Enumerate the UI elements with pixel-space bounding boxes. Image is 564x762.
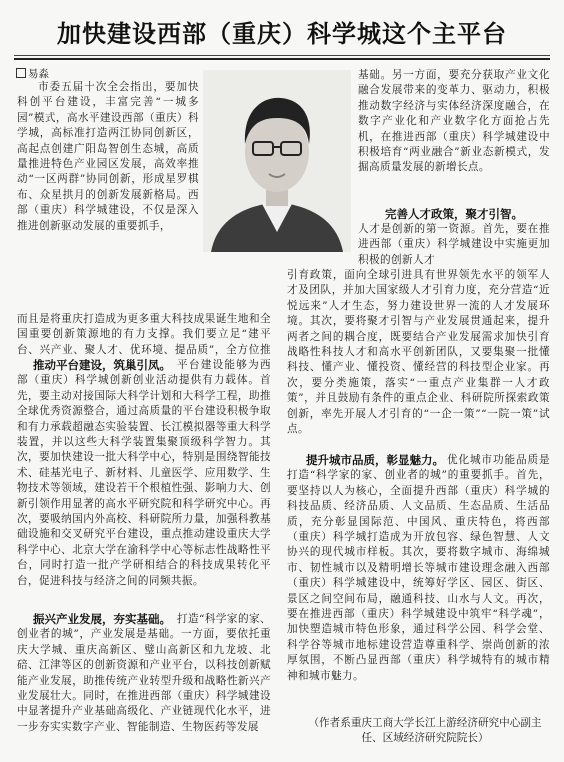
section-body-platform: 平台建设能够为西部（重庆）科学城创新创业活动提供有力载体。首先，要主动对接国际大科学计划和大科学工程，助推全球优秀资源整合，通过高质量的平台建设积极争取和有力承载超融态实验装置、长江模拟器等重大科学装置，并以这些大科学装置集聚顶级科学智力。其次，要加快建设一批大科学中心，特别是围绕智能技术、硅基光电子、新材料、儿童医学、应用数学、生物技术等领域，建设若干个根植性强、影响力大、创新引领作用显著的高水平研究院和科学研究中心。再次，要吸纳国内外高校、科研院所力量，加强科教基础设施和交叉研究平台建设，重点推动建设重庆大学科学中心、北京大学在渝科学中心等标志性战略性平台，同时打造一批产学研相结合的科技成果转化平台，促进科技与经济之间的同频共振。 [17,359,271,587]
right-column-top: 基础。另一方面，要充分获取产业文化融合发展带来的变革力、驱动力，积极推动数字经济与实体经济深度融合，在数字产业化和产业数字化方面抢占先机，在推进西部（重庆）科学城建设中积极培育“两业融合”新业态新模式，发掘高质量发展的新增长点。 [358,69,550,174]
author-portrait-icon [203,70,351,252]
byline [16,66,49,81]
headline-rule-thick [14,58,550,60]
author-note: （作者系重庆工商大学长江上游经济研究中心副主任、区域经济研究院院长） [308,717,542,745]
byline-box-icon [16,68,26,78]
section-heading-platform: 推动平台建设，筑巢引凤。 [33,358,171,372]
section-heading-industry: 振兴产业发展，夯实基础。 [33,612,171,626]
section-body-talent: 引育政策，面向全球引进具有世界领先水平的领军人才及团队，并加大国家级人才引育力度，充分营造“近悦远来”人才生态，努力建设世界一流的人才发展环境。其次，要将聚才引智与产业发展贯通起来，提升两者之间的耦合度，既要结合产业发展需求加快引育战略性科技人才和高水平创新团队，又要集聚一批懂科技、懂产业、懂投资、懂经营的科技型企业家。再次，要分类施策，落实“一重点产业集群一人才政策”，并且鼓励有条件的重点企业、科研院所探索政策创新，率先开展人才引育的“一企一策”“一院一策”试点。 [287,269,550,436]
section-body-city: 优化城市功能品质是打造“科学家的家、创业者的城”的重要抓手。首先，要坚持以人为核心，全面提升西部（重庆）科学城的科技品质、经济品质、人文品质、生态品质、生活品质，充分彰显国际范、中国风、重庆特色，将西部（重庆）科学城打造成为开放包容、绿色智慧、人文协兴的现代城市样板。其次，要将数字城市、海绵城市、韧性城市以及精明增长等城市建设理念融入西部（重庆）科学城建设中，统筹好学区、园区、街区、景区之间空间布局，融通科技、山水与人文。再次，要在推进西部（重庆）科学城建设中筑牢“科学魂”，加快塑造城市特色形象，通过科学公园、科学会堂、科学谷等城市地标建设营造尊重科学、崇尚创新的浓厚氛围，不断凸显西部（重庆）科学城特有的城市精神和城市魅力。 [287,454,550,682]
section-body-talent-lead: 人才是创新的第一资源。首先，要在推进西部（重庆）科学城建设中实施更加积极的创新人才 [358,223,550,266]
headline-rule [14,55,550,56]
intro-paragraph-top: 市委五届十次全会指出，要加快科创平台建设，丰富完善“一城多园”模式，高水平建设西部（重庆）科学城，高标准打造两江协同创新区，高起点创建广阳岛智创生态城，高质量推进特色产业园区发展，高效率推动“一区两群”协同创新，形成星罗棋布、众星拱月的创新发展新格局。西部（重庆）科学城建设，不仅是深入推进创新驱动发展的重要抓手， [17,81,199,232]
section-body-industry: 打造“科学家的家、创业者的城”，产业发展是基础。一方面，要依托重庆大学城、重庆高新区、璧山高新区和九龙坡、北碚、江津等区的创新资源和产业平台，以科技创新赋能产业发展，助推传统产业转型升级和战略性新兴产业发展壮大。同时，在推进西部（重庆）科学城建设中显著提升产业基础高级化、产业链现代化水平，进一步夯实实数字产业、智能制造、生物医药等发展 [17,613,271,733]
section-heading-city: 提升城市品质，彰显魅力。 [306,453,444,467]
byline-author: 易淼 [28,68,49,80]
author-photo [203,70,351,252]
section-heading-talent: 完善人才政策，聚才引智。 [385,207,523,221]
intro-paragraph-bottom: 而且是将重庆打造成为更多重大科技成果诞生地和全国重要创新策源地的有力支撑。我们要立足“建平台、兴产业、聚人才、优环境、提品质”，全方位推 [17,313,271,356]
article-headline: 加快建设西部（重庆）科学城这个主平台 [57,20,507,48]
